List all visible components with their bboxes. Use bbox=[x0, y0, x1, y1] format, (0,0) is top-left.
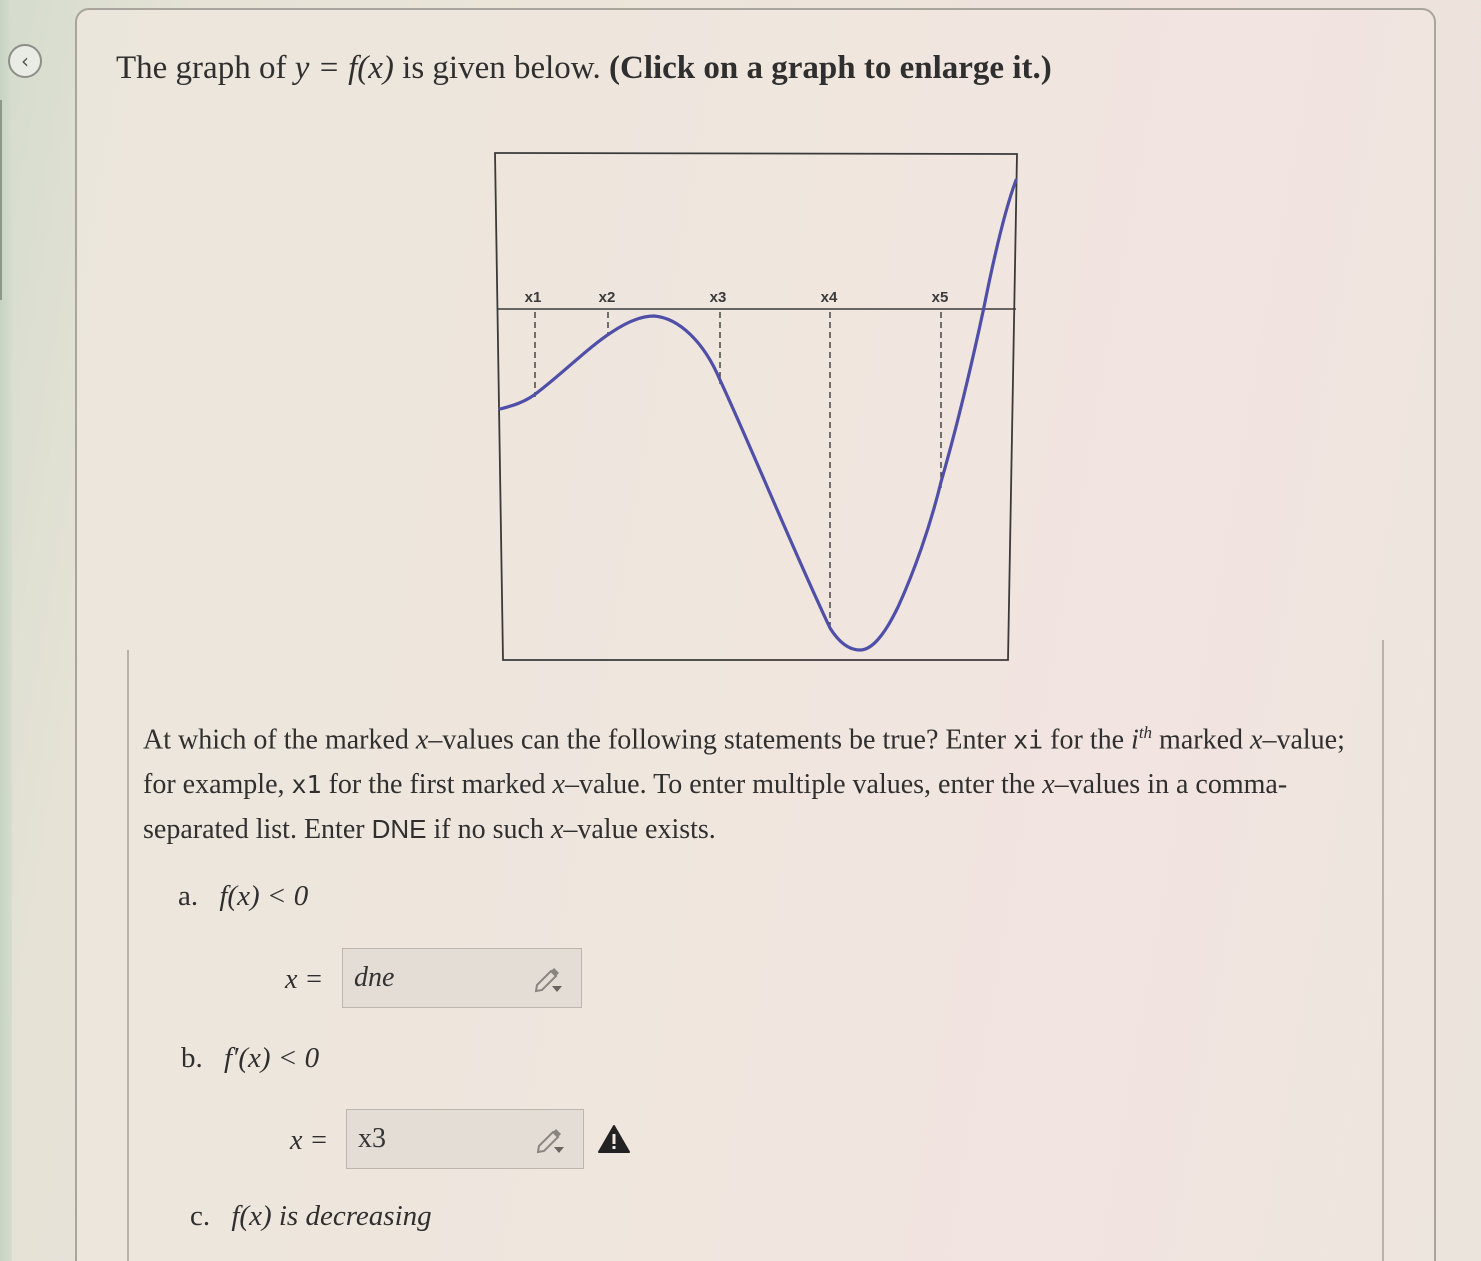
part-c-statement: f(x) is decreasing bbox=[231, 1200, 432, 1232]
instr-text-2: –values can the following statements be true? Enter bbox=[428, 724, 1007, 756]
instr-text-8: –values in a comma-separated list. Enter bbox=[143, 769, 1288, 846]
question-title bbox=[116, 50, 1052, 87]
part-b-answer-value: x3 bbox=[358, 1123, 386, 1154]
part-b-answer-field[interactable] bbox=[346, 1109, 584, 1169]
marker-label-x4: x4 bbox=[820, 289, 838, 306]
function-graph[interactable] bbox=[494, 152, 1020, 664]
instr-var: x bbox=[415, 724, 429, 756]
part-a-answer-value: dne bbox=[354, 962, 395, 993]
chevron-left-icon: ‹ bbox=[21, 49, 29, 73]
part-a-label bbox=[178, 880, 308, 913]
part-a-x-equals bbox=[285, 964, 323, 996]
pencil-icon[interactable] bbox=[533, 963, 567, 993]
instr-var: x bbox=[550, 814, 564, 846]
warning-icon[interactable] bbox=[597, 1124, 631, 1154]
part-a-answer-field[interactable] bbox=[342, 948, 582, 1008]
instr-text-9: if no such bbox=[433, 814, 544, 846]
instr-ith-sup: th bbox=[1138, 723, 1153, 742]
title-prefix: The graph of bbox=[116, 50, 287, 86]
part-b-x-equals bbox=[290, 1125, 328, 1157]
instr-code-xi: xi bbox=[1013, 725, 1044, 755]
inner-divider-right bbox=[1382, 640, 1384, 1261]
instr-text-5: –value; for example, bbox=[143, 724, 1345, 801]
part-b-label bbox=[181, 1042, 319, 1075]
instr-code-x1: x1 bbox=[291, 770, 322, 800]
instructions-paragraph bbox=[143, 710, 1373, 852]
instr-text-1: At which of the marked bbox=[143, 724, 409, 756]
marker-lines bbox=[535, 312, 941, 632]
instr-dne: DNE bbox=[371, 814, 427, 845]
title-math: y = f(x) bbox=[294, 50, 394, 86]
marker-label-x3: x3 bbox=[709, 289, 727, 306]
instr-text-3: for the bbox=[1050, 724, 1125, 756]
title-middle: is given below. bbox=[402, 50, 601, 86]
instr-text-4: marked bbox=[1159, 724, 1244, 756]
instr-text-10: –value exists. bbox=[563, 814, 716, 846]
part-b-statement: f′(x) < 0 bbox=[224, 1042, 320, 1074]
marker-label-x1: x1 bbox=[524, 289, 542, 306]
marker-label-x5: x5 bbox=[931, 289, 949, 306]
part-c-letter: c. bbox=[190, 1200, 211, 1232]
instr-text-7: –value. To enter multiple values, enter the bbox=[564, 769, 1036, 801]
part-a-statement: f(x) < 0 bbox=[219, 880, 309, 912]
left-edge-mark bbox=[0, 100, 2, 300]
instr-var: x bbox=[1250, 724, 1263, 756]
part-a-x-label: x = bbox=[285, 964, 324, 995]
back-button[interactable] bbox=[8, 44, 42, 78]
marker-label-x2: x2 bbox=[598, 289, 616, 306]
part-a-letter: a. bbox=[178, 880, 199, 912]
pencil-icon[interactable] bbox=[535, 1124, 569, 1154]
function-curve bbox=[500, 180, 1016, 650]
instr-var: x bbox=[1042, 769, 1055, 801]
graph-frame bbox=[495, 153, 1017, 660]
instr-var: x bbox=[552, 769, 565, 801]
part-b-x-label: x = bbox=[290, 1125, 329, 1156]
instr-text-6: for the first marked bbox=[328, 769, 546, 801]
part-c-label bbox=[190, 1200, 432, 1233]
inner-divider-left bbox=[127, 650, 129, 1261]
part-b-letter: b. bbox=[181, 1042, 203, 1074]
instr-ith: i bbox=[1131, 724, 1139, 756]
title-enlarge-note: (Click on a graph to enlarge it.) bbox=[609, 50, 1052, 86]
